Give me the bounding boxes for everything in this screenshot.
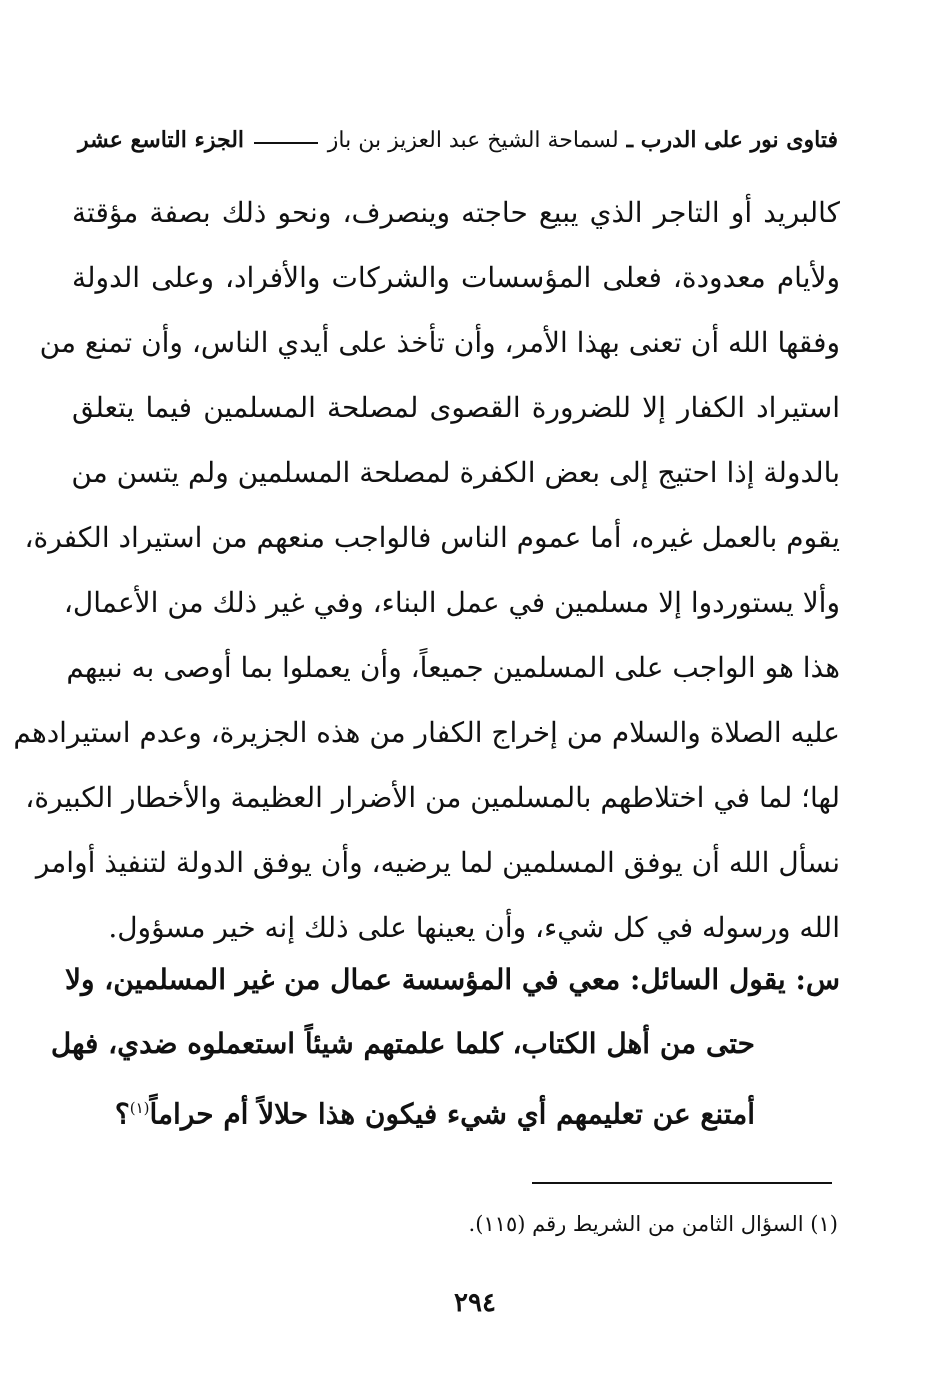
body-line: وفقها الله أن تعنى بهذا الأمر، وأن تأخذ على أيدي الناس، وأن تمنع من	[39, 326, 840, 359]
body-line: استيراد الكفار إلا للضرورة القصوى لمصلحة المسلمين فيما يتعلق	[72, 391, 840, 424]
question-prefix: س:	[785, 963, 841, 996]
author-name: لسماحة الشيخ عبد العزيز بن باز	[327, 127, 619, 153]
footnote-marker: (١)	[129, 1099, 150, 1117]
footnote: (١) السؤال الثامن من الشريط رقم (١١٥).	[468, 1212, 838, 1236]
question-text: أمتنع عن تعليمهم أي شيء فيكون هذا حلالاً أم حراماً	[149, 1097, 755, 1131]
body-line: عليه الصلاة والسلام من إخراج الكفار من هذه الجزيرة، وعدم استيرادهم	[13, 716, 840, 749]
volume-label: الجزء التاسع عشر	[78, 127, 245, 153]
footnote-separator	[532, 1182, 832, 1184]
body-line: ولأيام معدودة، فعلى المؤسسات والشركات والأفراد، وعلى الدولة	[72, 261, 840, 294]
body-line: يقوم بالعمل غيره، أما عموم الناس فالواجب منعهم من استيراد الكفرة،	[24, 521, 840, 554]
body-line: وألا يستوردوا إلا مسلمين في عمل البناء، وفي غير ذلك من الأعمال،	[63, 586, 840, 619]
body-line: هذا هو الواجب على المسلمين جميعاً، وأن يعملوا بما أوصى به نبيهم	[66, 651, 840, 684]
question-mark: ؟	[114, 1097, 130, 1131]
question-text: يقول السائل: معي في المؤسسة عمال من غير المسلمين، ولا	[65, 963, 786, 996]
header-rule	[254, 142, 318, 144]
book-title: فتاوى نور على الدرب ـ	[626, 127, 838, 153]
page-number: ٢٩٤	[454, 1288, 496, 1318]
question-block	[50, 948, 841, 1140]
body-line: نسأل الله أن يوفق المسلمين لما يرضيه، وأن يوفق الدولة لتنفيذ أوامر	[35, 846, 840, 879]
body-line: الله ورسوله في كل شيء، وأن يعينها على ذلك إنه خير مسؤول.	[108, 911, 840, 944]
question-line	[65, 1076, 755, 1140]
body-line: كالبريد أو التاجر الذي يبيع حاجته وينصرف، ونحو ذلك بصفة مؤقتة	[72, 196, 840, 229]
question-line	[65, 948, 840, 1012]
body-line: بالدولة إذا احتيج إلى بعض الكفرة لمصلحة المسلمين ولم يتسن من	[71, 456, 840, 489]
question-line: حتى من أهل الكتاب، كلما علمتهم شيئاً استعملوه ضدي، فهل	[50, 1027, 755, 1060]
body-paragraph	[13, 180, 840, 960]
body-line: لها؛ لما في اختلاطهم بالمسلمين من الأضرار العظيمة والأخطار الكبيرة،	[25, 781, 840, 814]
running-header	[78, 120, 838, 160]
